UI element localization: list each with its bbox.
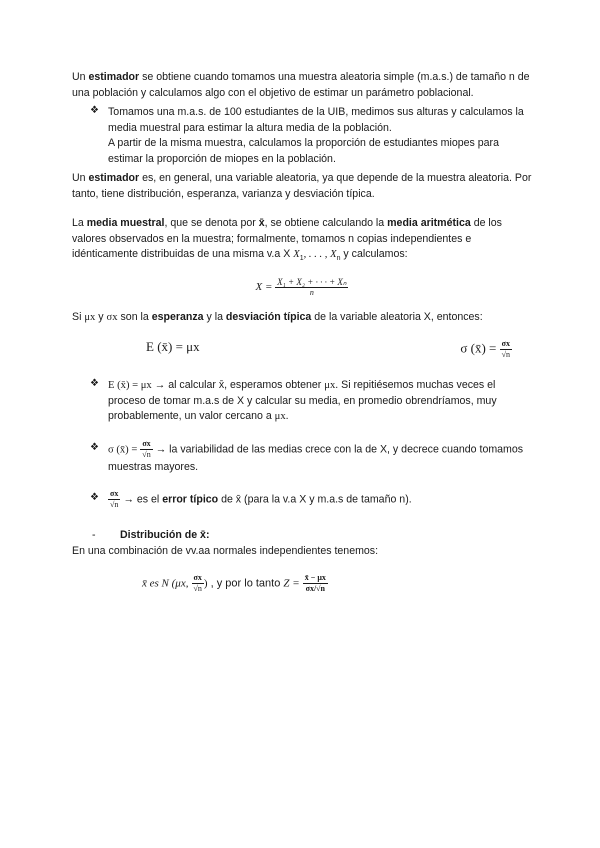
expectation-intro: Si μx y σx son la esperanza y la desviación típica de la variable aleatoria X, entonces: <box>72 310 483 323</box>
diamond-bullet-icon: ❖ <box>90 492 99 504</box>
term-estimador: estimador <box>88 71 140 83</box>
diamond-bullet-icon: ❖ <box>90 378 99 390</box>
deviation-formula: σ (x̄) = $\frac{\sigma x}{√n}$ <box>460 339 510 360</box>
estimator-random-variable: Un estimador es, en general, una variable aleatoria, ya que depende de la muestra aleatoria. Por tanto, tiene distribución, esperanza, varianza y desviación típica. <box>72 172 532 200</box>
expectation-formula: E (x̄) = μx <box>146 339 200 355</box>
diamond-bullet-icon: ❖ <box>90 105 99 116</box>
estimator-definition: Un estimador se obtiene cuando tomamos una muestra aleatoria simple (m.a.s.) de tamaño n de una población y calculamos algo con el objetivo de estimar un parámetro poblacional. <box>72 71 530 99</box>
bullet-expectation: ❖ E (x̄) = μx → al calcular x̄, esperamos obtener μx. Si repitiésemos muchas veces el proceso de tomar m.a.s de X y calcular su media, en promedio obrendríamos, muy probablemente, un valor cercano a μx. <box>90 378 497 423</box>
bullet-standard-error: ❖ $\frac{\sigma x}{√n}$ → es el error típico de x̄ (para la v.a X y m.a.s de tamaño n). <box>90 489 412 510</box>
expectation-deviation-formulas <box>72 339 532 360</box>
section-heading-distribution: - Distribución de x̄: <box>92 529 210 542</box>
bullet-deviation: ❖ σ (x̄) = $\frac{\sigma x}{√n}$ → la variabilidad de las medias crece con la de X, y decrece cuando tomamos muestras mayores. <box>90 438 524 473</box>
section-intro: En una combinación de vv.aa normales independientes tenemos: <box>72 544 379 557</box>
sample-mean-formula: X = $\frac{\text{X₁ + X₂ + · · · + Xₙ}}{n}$ <box>255 276 347 297</box>
diamond-bullet-icon: ❖ <box>90 441 99 453</box>
distribution-formula: x̄ es N (μx, $\frac{\sigma x}{√n}$ ) , y por lo tanto Z = $\frac{x̄ - \mu x}{\sigma x/√n}$ <box>142 573 326 594</box>
document-page <box>72 70 532 594</box>
example-bullet: ❖ Tomamos una m.a.s. de 100 estudiantes de la UIB, medimos sus alturas y calculamos la media muestral para estimar la altura media de la población. A partir de la misma muestra, calculamos la proporción de estudiantes miopes para estimar la proporción de miopes en la población. <box>90 105 524 165</box>
sample-mean-definition: La media muestral, que se denota por x̄, se obtiene calculando la media aritmética de los valores observados en la muestra; formalmente, tomamos n copias independientes e idénticamente distribuidas de una misma v.a X $X_1$, . . . , $X_n$ y calculamos: <box>72 217 502 263</box>
